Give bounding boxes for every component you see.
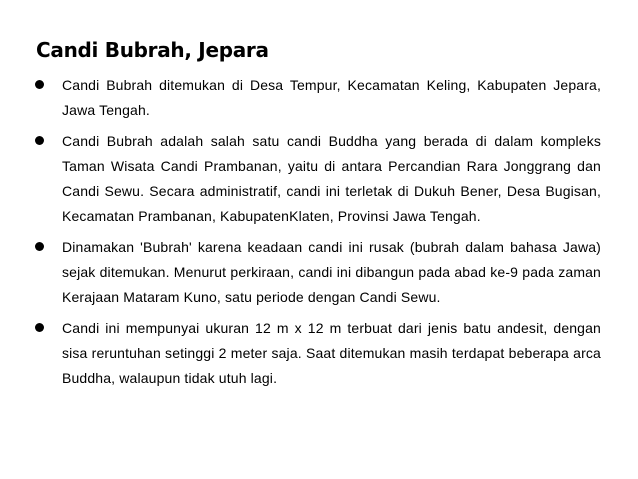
bullet-text: Candi Bubrah ditemukan di Desa Tempur, Kecamatan Keling, Kabupaten Jepara, Jawa Tengah. xyxy=(62,77,601,118)
bullet-dot-icon xyxy=(35,323,44,332)
bullet-item xyxy=(0,129,638,229)
bullet-dot-icon xyxy=(35,136,44,145)
bullet-list xyxy=(0,73,638,397)
bullet-text: Candi ini mempunyai ukuran 12 m x 12 m terbuat dari jenis batu andesit, dengan sisa reruntuhan setinggi 2 meter saja. Saat ditemukan masih terdapat beberapa arca Buddha, walaupun tidak utuh lagi. xyxy=(62,320,601,386)
bullet-item xyxy=(0,235,638,310)
bullet-item xyxy=(0,73,638,123)
bullet-dot-icon xyxy=(35,242,44,251)
bullet-item xyxy=(0,316,638,391)
bullet-dot-icon xyxy=(35,80,44,89)
slide-title: Candi Bubrah, Jepara xyxy=(36,38,269,62)
bullet-text: Dinamakan 'Bubrah' karena keadaan candi ini rusak (bubrah dalam bahasa Jawa) sejak ditemukan. Menurut perkiraan, candi ini dibangun pada abad ke-9 pada zaman Kerajaan Mataram Kuno, satu periode dengan Candi Sewu. xyxy=(62,239,601,305)
bullet-text: Candi Bubrah adalah salah satu candi Buddha yang berada di dalam kompleks Taman Wisata Candi Prambanan, yaitu di antara Percandian Rara Jonggrang dan Candi Sewu. Secara administratif, candi ini terletak di Dukuh Bener, Desa Bugisan, Kecamatan Prambanan, KabupatenKlaten, Provinsi Jawa Tengah. xyxy=(62,133,601,224)
